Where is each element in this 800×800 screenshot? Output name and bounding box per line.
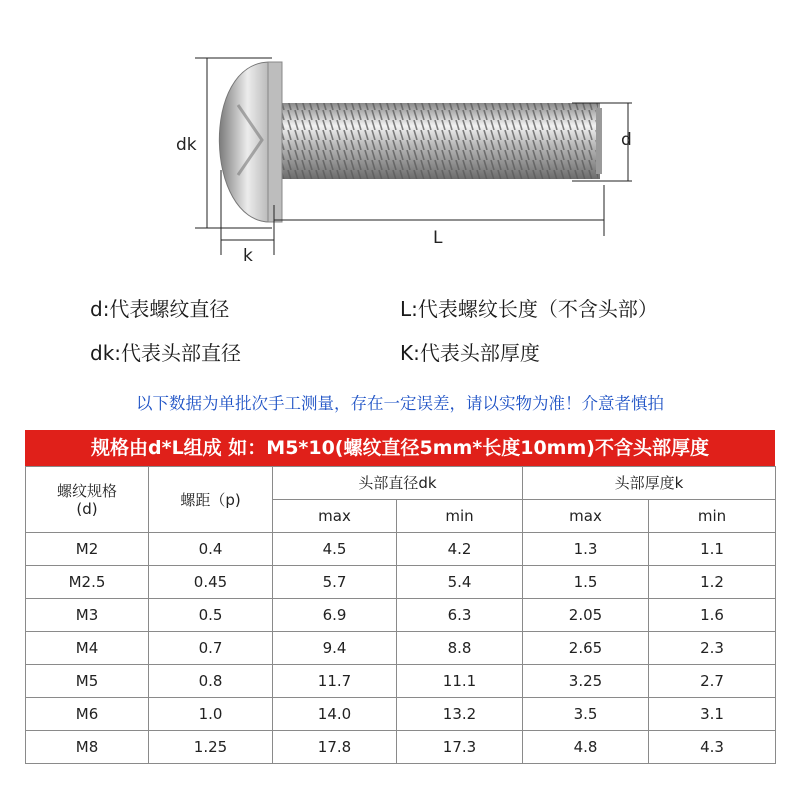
cell-spec: M5 — [26, 665, 149, 698]
cell-k-min: 2.7 — [649, 665, 776, 698]
cell-k-max: 2.65 — [523, 632, 649, 665]
cell-pitch: 1.0 — [149, 698, 273, 731]
table-row — [26, 632, 776, 665]
header-dk-max: max — [273, 500, 397, 533]
cell-spec: M4 — [26, 632, 149, 665]
screw-shaft — [270, 103, 602, 179]
cell-k-max: 3.25 — [523, 665, 649, 698]
cell-spec: M6 — [26, 698, 149, 731]
screw-head — [219, 62, 282, 222]
cell-dk-max: 17.8 — [273, 731, 397, 764]
spec-table — [25, 466, 776, 764]
spec-banner: 规格由d*L组成 如：M5*10(螺纹直径5mm*长度10mm)不含头部厚度 — [25, 430, 775, 466]
legend-k: K:代表头部厚度 — [400, 341, 540, 365]
cell-pitch: 0.8 — [149, 665, 273, 698]
cell-k-min: 2.3 — [649, 632, 776, 665]
cell-k-max: 1.3 — [523, 533, 649, 566]
legend-l: L:代表螺纹长度（不含头部） — [400, 297, 658, 321]
cell-dk-max: 5.7 — [273, 566, 397, 599]
cell-pitch: 1.25 — [149, 731, 273, 764]
legend-dk: dk:代表头部直径 — [90, 341, 242, 365]
header-pitch: 螺距（p) — [149, 467, 273, 533]
cell-k-min: 4.3 — [649, 731, 776, 764]
cell-dk-max: 14.0 — [273, 698, 397, 731]
cell-k-min: 1.6 — [649, 599, 776, 632]
l-label: L — [433, 228, 443, 248]
cell-k-max: 3.5 — [523, 698, 649, 731]
table-row — [26, 698, 776, 731]
table-row — [26, 731, 776, 764]
cell-dk-min: 11.1 — [397, 665, 523, 698]
cell-spec: M3 — [26, 599, 149, 632]
cell-pitch: 0.45 — [149, 566, 273, 599]
table-row — [26, 665, 776, 698]
cell-dk-max: 6.9 — [273, 599, 397, 632]
measurement-note: 以下数据为单批次手工测量，存在一定误差，请以实物为准！介意者慎拍 — [136, 394, 664, 413]
cell-dk-min: 6.3 — [397, 599, 523, 632]
cell-k-min: 1.2 — [649, 566, 776, 599]
table-row — [26, 599, 776, 632]
header-thread-spec — [26, 467, 149, 533]
header-thread-spec-line1: 螺纹规格 — [56, 481, 117, 500]
header-head-diameter: 头部直径dk — [273, 467, 523, 500]
header-head-thickness: 头部厚度k — [523, 467, 776, 500]
header-k-max: max — [523, 500, 649, 533]
cell-spec: M8 — [26, 731, 149, 764]
header-dk-min: min — [397, 500, 523, 533]
cell-dk-min: 4.2 — [397, 533, 523, 566]
cell-dk-min: 5.4 — [397, 566, 523, 599]
table-row — [26, 533, 776, 566]
cell-k-max: 4.8 — [523, 731, 649, 764]
cell-k-max: 1.5 — [523, 566, 649, 599]
d-label: d — [621, 130, 632, 150]
screw-dimension-diagram — [0, 0, 800, 280]
legend-d: d:代表螺纹直径 — [90, 297, 230, 321]
cell-pitch: 0.4 — [149, 533, 273, 566]
cell-dk-min: 17.3 — [397, 731, 523, 764]
cell-k-min: 3.1 — [649, 698, 776, 731]
cell-spec: M2 — [26, 533, 149, 566]
cell-dk-min: 13.2 — [397, 698, 523, 731]
cell-dk-min: 8.8 — [397, 632, 523, 665]
cell-pitch: 0.5 — [149, 599, 273, 632]
cell-spec: M2.5 — [26, 566, 149, 599]
cell-pitch: 0.7 — [149, 632, 273, 665]
cell-dk-max: 11.7 — [273, 665, 397, 698]
cell-k-min: 1.1 — [649, 533, 776, 566]
cell-dk-max: 9.4 — [273, 632, 397, 665]
header-k-min: min — [649, 500, 776, 533]
dk-label: dk — [176, 135, 197, 155]
header-thread-spec-line2: (d) — [76, 499, 98, 518]
table-row — [26, 566, 776, 599]
cell-dk-max: 4.5 — [273, 533, 397, 566]
cell-k-max: 2.05 — [523, 599, 649, 632]
k-label: k — [243, 246, 253, 266]
